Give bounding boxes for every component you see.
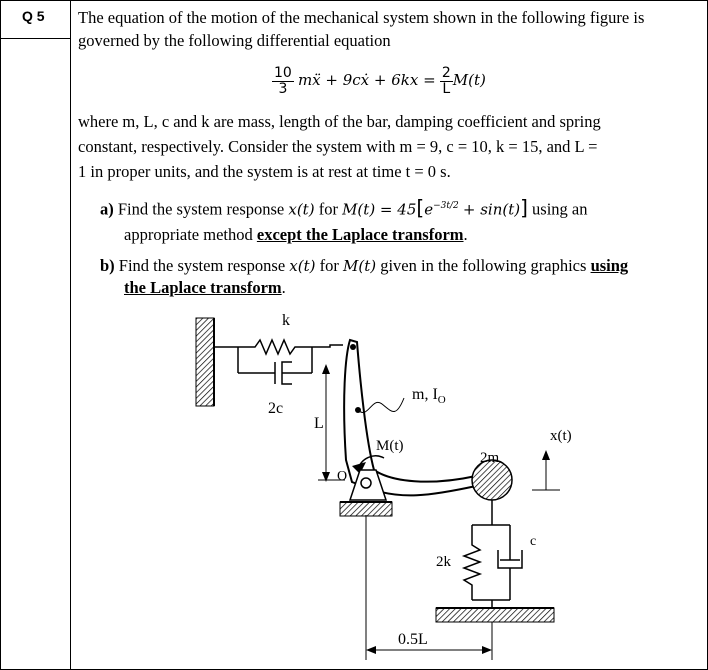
floor-ground (436, 608, 554, 622)
end-mass-label: 2m (480, 450, 500, 466)
part-a-emphasis: except the Laplace transform (256, 225, 464, 244)
damper-2c-label: 2c (268, 400, 284, 417)
part-a-line-1: a) Find the system response x(t) for $M(t) = 45[e^{-3t/2} + \sin(t)]$ using an (100, 195, 588, 220)
equation-fraction-1: $\frac{10}{3}$ (274, 64, 292, 97)
lower-spring (464, 525, 480, 600)
part-a-label: a) (100, 199, 114, 219)
part-b-line-1: b) Find the system response x(t) for M(t) given in the following graphics using (100, 256, 629, 275)
pivot-pin (361, 478, 371, 488)
half-length-label: 0.5L (398, 631, 428, 648)
equation-fraction-2: $\frac{2}{L}$ (441, 64, 451, 97)
part-b-line-2: the Laplace transform. (124, 278, 286, 297)
part-a-line-2: appropriate method except the Laplace transform. (124, 225, 468, 244)
question-number: Q 5 (22, 8, 45, 24)
intro-line-1: The equation of the motion of the mechanical system shown in the following figure is (78, 8, 645, 27)
equation-rhs: M(t) (452, 71, 486, 89)
moment-label: M(t) (376, 438, 404, 454)
intro-line-2: governed by the following differential equation (78, 31, 391, 50)
part-b-emphasis: the Laplace transform (124, 278, 282, 297)
wall-ground (196, 318, 214, 406)
equation-lhs: mẍ + 9cẋ + 6kx = (297, 71, 436, 89)
where-line-3: 1 in proper units, and the system is at rest at time t = 0 s. (78, 162, 451, 181)
bar-mass-label: m, $I_O$ (412, 386, 446, 406)
top-spring (214, 340, 343, 354)
lower-spring-label: 2k (436, 554, 451, 570)
displacement-label: x(t) (550, 428, 572, 444)
lower-damper-label: c (530, 534, 537, 549)
length-label: L (314, 415, 324, 432)
pivot-label: O (337, 469, 348, 484)
end-mass (472, 460, 512, 500)
part-b-label: b) (100, 256, 115, 275)
part-a-exponent: −3t/2 (433, 201, 459, 211)
spring-k-label: k (282, 312, 290, 329)
where-line-1: where m, L, c and k are mass, length of the bar, damping coefficient and spring (78, 112, 601, 131)
where-line-2: constant, respectively. Consider the system with m = 9, c = 10, k = 15, and L = (78, 137, 598, 156)
